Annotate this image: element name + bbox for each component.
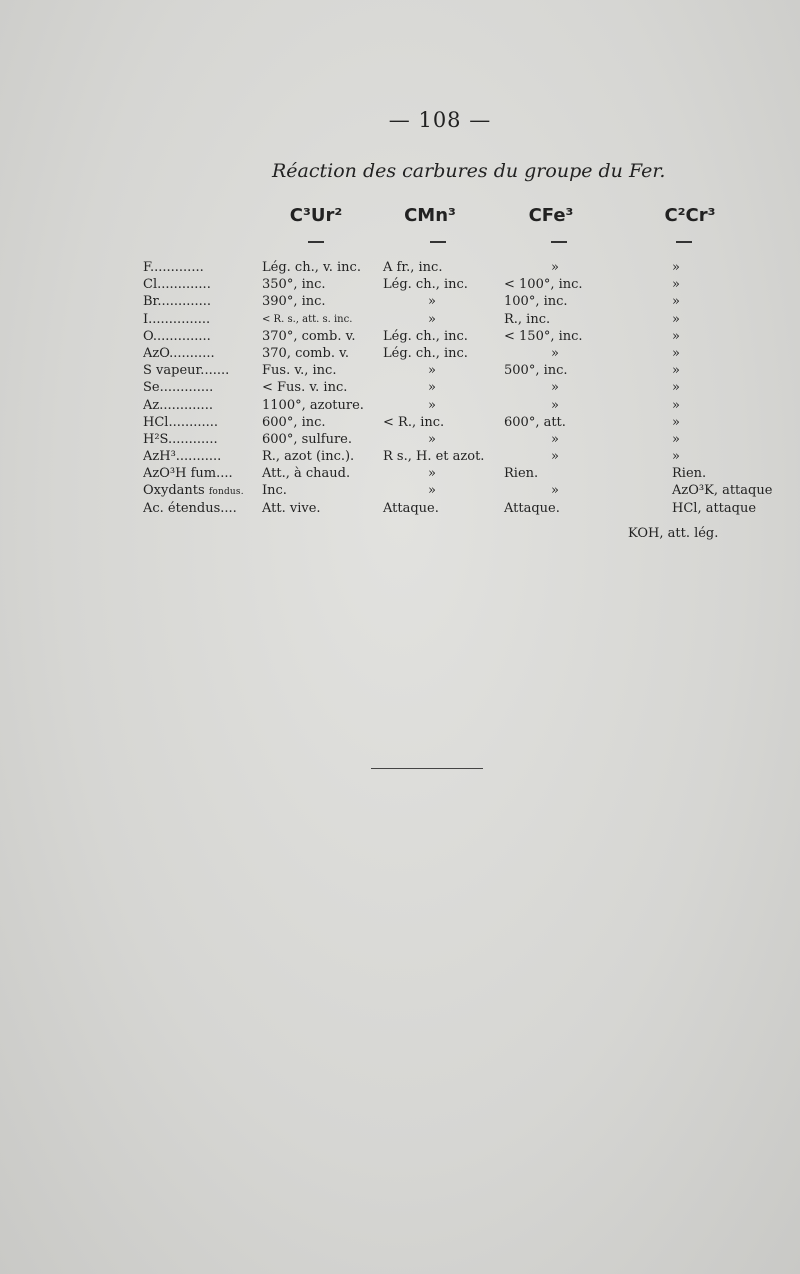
- row-label-text: AzO...........: [143, 345, 215, 361]
- cell-col-4: »: [672, 328, 680, 344]
- cell-col-4: »: [672, 380, 680, 396]
- cell-col-2: »: [428, 311, 436, 327]
- cell-col-1: Att., à chaud.: [262, 466, 351, 482]
- row-label-text: F.............: [143, 260, 204, 275]
- cell-col-3: »: [551, 449, 559, 465]
- cell-col-2: Attaque.: [383, 500, 439, 516]
- table-row: [0, 311, 800, 328]
- row-label-text: AzH³...........: [143, 449, 222, 465]
- cell-col-2: Lég. ch., inc.: [383, 277, 468, 293]
- row-label-text: Ac. étendus....: [143, 500, 237, 516]
- row-label: [143, 397, 247, 414]
- row-label: [143, 431, 247, 448]
- cell-col-3: < 100°, inc.: [504, 277, 583, 293]
- table-row: [0, 500, 800, 517]
- column-header-1: C³Ur²: [289, 205, 343, 226]
- row-label-text: Se.............: [143, 380, 214, 396]
- column-marker-2: [430, 241, 446, 243]
- cell-col-1: 600°, sulfure.: [262, 431, 353, 447]
- cell-col-1: 600°, inc.: [262, 414, 326, 430]
- cell-col-1: < R. s., att. s. inc.: [262, 313, 353, 325]
- row-label: [143, 448, 247, 465]
- table-title: Réaction des carbures du groupe du Fer.: [272, 160, 666, 182]
- row-label-text: O..............: [143, 328, 211, 344]
- row-label-text: Cl.............: [143, 277, 211, 293]
- row-label-text: Br.............: [143, 294, 212, 310]
- cell-col-1: 390°, inc.: [262, 294, 326, 310]
- cell-col-2: »: [428, 294, 436, 310]
- cell-col-4: »: [672, 414, 680, 430]
- cell-col-1: Fus. v., inc.: [262, 363, 337, 379]
- row-label-text: Oxydants: [143, 483, 205, 499]
- row-label: [143, 345, 247, 362]
- cell-col-4: Rien.: [672, 466, 707, 482]
- row-label: [143, 465, 247, 482]
- row-label: [143, 276, 247, 293]
- row-label: [143, 500, 247, 517]
- cell-col-3: 100°, inc.: [504, 294, 568, 310]
- cell-col-4: »: [672, 345, 680, 361]
- cell-col-3: »: [551, 380, 559, 396]
- cell-col-2: Lég. ch., inc.: [383, 345, 468, 361]
- cell-col-3: 600°, att.: [504, 414, 566, 430]
- cell-col-1: Lég. ch., v. inc.: [262, 260, 361, 275]
- row-label: [143, 328, 247, 345]
- table-row: [0, 362, 800, 379]
- page-number: — 108 —: [388, 108, 492, 132]
- table-row: [0, 431, 800, 448]
- extra-note-c4: KOH, att. lég.: [628, 526, 719, 541]
- cell-col-1: 350°, inc.: [262, 277, 326, 293]
- table-row: [0, 345, 800, 362]
- cell-col-3: »: [551, 483, 559, 499]
- cell-col-2: »: [428, 397, 436, 413]
- cell-col-3: »: [551, 260, 559, 275]
- cell-col-4: »: [672, 397, 680, 413]
- column-marker-3: [551, 241, 567, 243]
- cell-col-4: »: [672, 277, 680, 293]
- cell-col-2: »: [428, 363, 436, 379]
- cell-col-4: »: [672, 363, 680, 379]
- row-label: [143, 293, 247, 310]
- row-label: [143, 379, 247, 396]
- column-header-2: CMn³: [404, 205, 456, 226]
- cell-col-1: Att. vive.: [262, 500, 321, 516]
- table-row: [0, 259, 800, 276]
- cell-col-4: AzO³K, attaque: [672, 483, 773, 499]
- cell-col-3: R., inc.: [504, 311, 551, 327]
- table-row: [0, 379, 800, 396]
- cell-col-2: »: [428, 483, 436, 499]
- table-row: [0, 482, 800, 499]
- cell-col-4: »: [672, 260, 680, 275]
- cell-col-4: »: [672, 294, 680, 310]
- cell-col-3: »: [551, 397, 559, 413]
- row-label-text: HCl............: [143, 414, 219, 430]
- row-label: [143, 362, 247, 379]
- cell-col-3: »: [551, 345, 559, 361]
- reaction-table: [0, 259, 800, 517]
- cell-col-1: Inc.: [262, 483, 287, 499]
- cell-col-1: R., azot (inc.).: [262, 449, 355, 465]
- cell-col-3: Attaque.: [504, 500, 560, 516]
- cell-col-1: < Fus. v. inc.: [262, 380, 348, 396]
- table-row: [0, 276, 800, 293]
- table-row: [0, 465, 800, 482]
- row-label-small: fondus.: [208, 487, 244, 498]
- table-row: [0, 414, 800, 431]
- column-header-3: CFe³: [528, 205, 574, 226]
- cell-col-3: »: [551, 431, 559, 447]
- table-row: [0, 293, 800, 310]
- row-label-text: I...............: [143, 311, 211, 327]
- cell-col-2: R s., H. et azot.: [383, 449, 485, 465]
- cell-col-1: 370°, comb. v.: [262, 328, 356, 344]
- row-label-text: Az.............: [143, 397, 213, 413]
- cell-col-1: 370, comb. v.: [262, 345, 350, 361]
- column-marker-4: [676, 241, 692, 243]
- cell-col-2: Lég. ch., inc.: [383, 328, 468, 344]
- column-header-4: C²Cr³: [664, 205, 716, 226]
- row-label: [143, 311, 247, 328]
- cell-col-1: 1100°, azoture.: [262, 397, 364, 413]
- table-row: [0, 448, 800, 465]
- table-row: [0, 328, 800, 345]
- row-label-text: H²S............: [143, 431, 218, 447]
- cell-col-3: Rien.: [504, 466, 539, 482]
- cell-col-2: »: [428, 431, 436, 447]
- row-label: [143, 414, 247, 431]
- row-label-text: AzO³H fum....: [143, 466, 233, 482]
- cell-col-4: »: [672, 449, 680, 465]
- cell-col-3: < 150°, inc.: [504, 328, 583, 344]
- cell-col-2: < R., inc.: [383, 414, 445, 430]
- column-marker-1: [308, 241, 324, 243]
- cell-col-2: A fr., inc.: [383, 260, 443, 275]
- cell-col-2: »: [428, 380, 436, 396]
- table-row: [0, 397, 800, 414]
- cell-col-4: »: [672, 431, 680, 447]
- row-label-text: S vapeur.......: [143, 363, 230, 379]
- cell-col-3: 500°, inc.: [504, 363, 568, 379]
- cell-col-2: »: [428, 466, 436, 482]
- cell-col-4: »: [672, 311, 680, 327]
- cell-col-4: HCl, attaque: [672, 500, 757, 516]
- row-label: [143, 259, 247, 276]
- end-rule: [371, 768, 483, 769]
